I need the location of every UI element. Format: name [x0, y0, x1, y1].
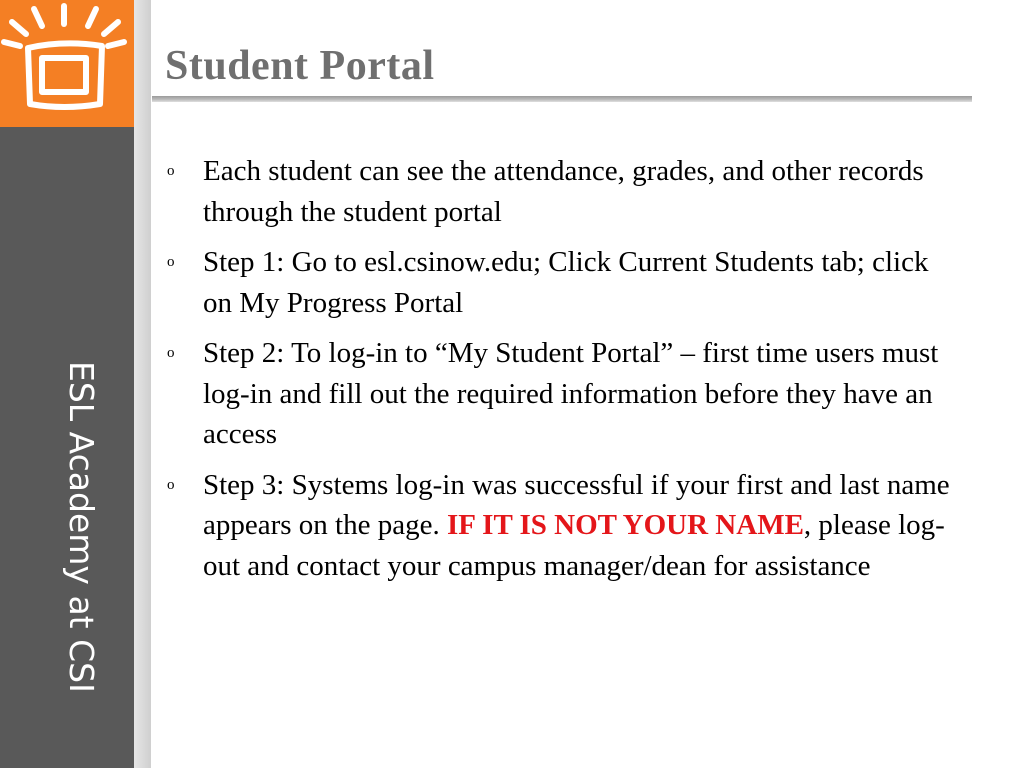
bullet-list	[160, 151, 960, 596]
logo	[0, 0, 134, 127]
bullet-text: Each student can see the attendance, grades, and other records through the student portal	[203, 155, 924, 228]
bullet-text: Step 2: To log-in to “My Student Portal” – first time users must log-in and fill out the required information before they have an access	[203, 337, 939, 450]
bullet-marker: o	[167, 163, 175, 179]
bullet-marker: o	[167, 254, 175, 270]
bullet-item	[160, 333, 960, 455]
bullet-item	[160, 242, 960, 323]
sunburst-square-icon	[0, 0, 134, 127]
bullet-text	[203, 469, 950, 582]
bullet-marker: o	[167, 345, 175, 361]
sidebar-divider	[134, 0, 151, 768]
slide-title: Student Portal	[165, 43, 435, 89]
bullet-text-lead: Step 3: Systems log-in was successful if your first and last name appears on the page.	[203, 468, 950, 541]
bullet-item	[160, 151, 960, 232]
title-underline	[152, 96, 972, 102]
sidebar-label: ESL Academy at CSI	[62, 361, 101, 693]
bullet-text: Step 1: Go to esl.csinow.edu; Click Current Students tab; click on My Progress Portal	[203, 246, 929, 319]
bullet-marker: o	[167, 476, 175, 493]
bullet-item	[160, 465, 960, 587]
warning-emphasis: IF IT IS NOT YOUR NAME	[446, 509, 804, 541]
bullet-text-tail: , please log-out and contact your campus manager/dean for assistance	[203, 509, 945, 582]
